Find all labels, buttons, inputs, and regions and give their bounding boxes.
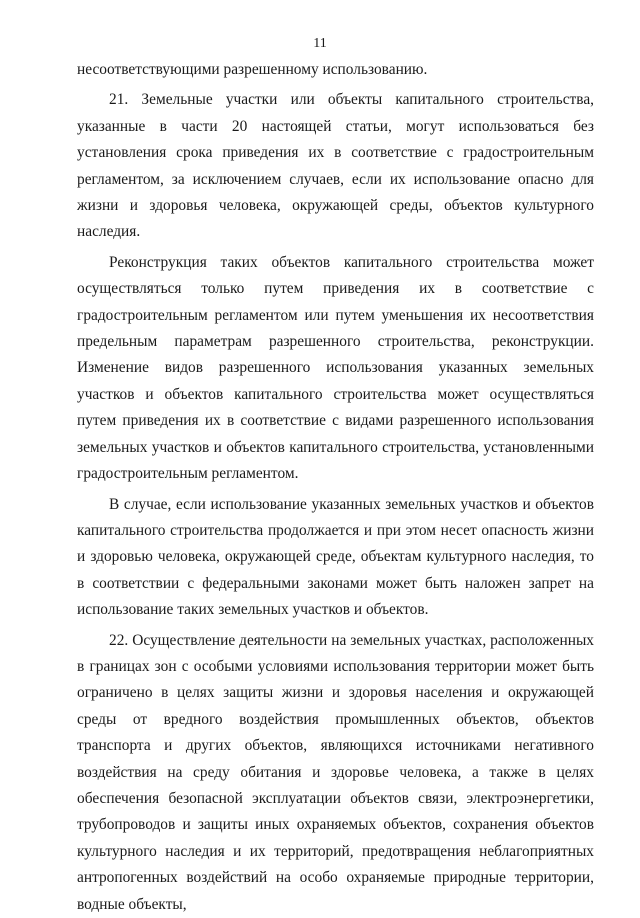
document-body xyxy=(77,57,594,918)
paragraph-clause-22: 22. Осуществление деятельности на земельных участках, расположенных в границах зон с особыми условиями использования территории может быть ограничено в целях защиты жизни и здоровья населения и окружающей среды от вредного воздействия промышленных объектов, объектов транспорта и других объектов, являющихся источниками негативного воздействия на среду обитания и здоровье человека, а также в целях обеспечения безопасной эксплуатации объектов связи, электроэнергетики, трубопроводов и защиты иных охраняемых объектов, сохранения объектов культурного наследия и их территорий, предотвращения неблагоприятных антропогенных воздействий на особо охраняемые природные территории, водные объекты, xyxy=(77,631,594,913)
paragraph-prohibition: В случае, если использование указанных земельных участков и объектов капитального строительства продолжается и при этом несет опасность жизни и здоровью человека, окружающей среде, объектам культурного наследия, то в соответствии с федеральными законами может быть наложен запрет на использование таких земельных участков и объектов. xyxy=(77,495,594,619)
paragraph-continuation: несоответствующими разрешенному использованию. xyxy=(77,61,428,78)
page-number: 11 xyxy=(313,36,327,51)
paragraph-clause-21: 21. Земельные участки или объекты капитального строительства, указанные в части 20 настоящей статьи, могут использоваться без установления срока приведения их в соответствие с градостроительным регламентом, за исключением случаев, если их использование опасно для жизни и здоровья человека, окружающей среды, объектов культурного наследия. xyxy=(77,91,594,241)
paragraph-reconstruction: Реконструкция таких объектов капитального строительства может осуществляться только путем приведения их в соответствие с градостроительным регламентом или путем уменьшения их несоответствия предельным параметрам разрешенного строительства, реконструкции. Изменение видов разрешенного использования указанных земельных участков и объектов капитального строительства может осуществляться путем приведения их в соответствие с видами разрешенного использования земельных участков и объектов капитального строительства, установленными градостроительным регламентом. xyxy=(77,253,594,483)
